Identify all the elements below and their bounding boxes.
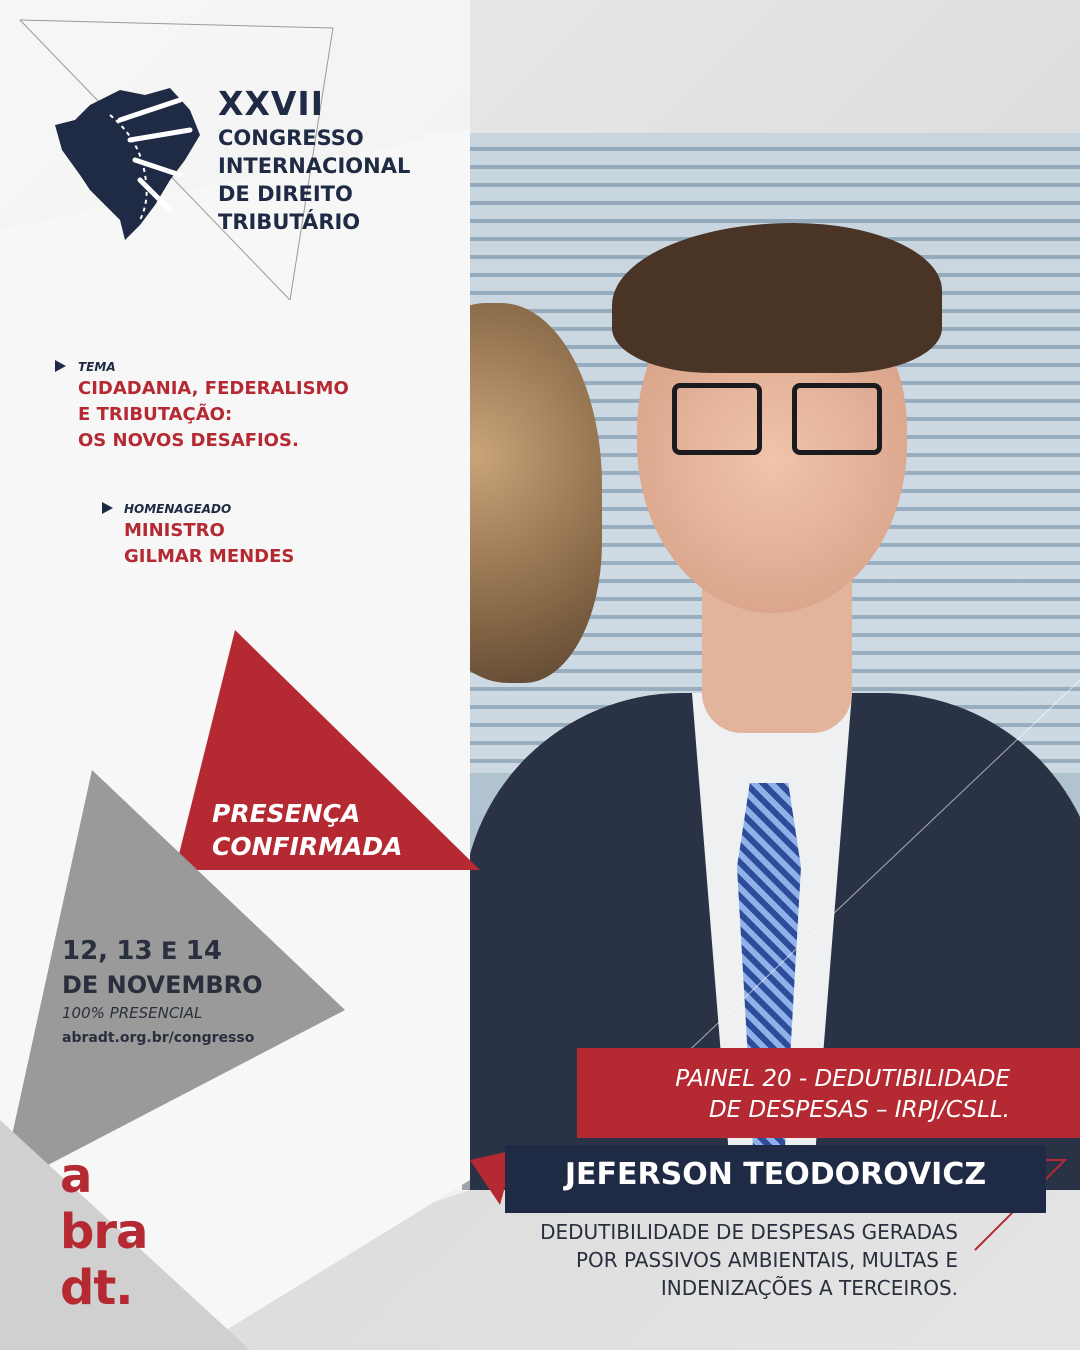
- day-2: 13: [116, 936, 153, 966]
- talk-line: DEDUTIBILIDADE DE DESPESAS GERADAS: [540, 1220, 958, 1244]
- date-days: [62, 934, 263, 1002]
- date-conjunction: E: [160, 937, 178, 965]
- day-3: 14: [185, 936, 222, 966]
- honoree-line: MINISTRO: [124, 520, 225, 541]
- brazil-map-logo: [50, 80, 210, 250]
- honoree-line: GILMAR MENDES: [124, 546, 295, 567]
- presence-confirmed: [212, 797, 402, 863]
- event-format: 100% PRESENCIAL: [62, 1004, 203, 1022]
- speaker-name: JEFERSON TEODOROVICZ: [564, 1157, 987, 1192]
- abradt-logo: [60, 1148, 147, 1316]
- event-name-line: INTERNACIONAL: [218, 154, 411, 178]
- panel-title: [675, 1064, 1010, 1126]
- theme-line: E TRIBUTAÇÃO:: [78, 404, 233, 425]
- panel-line: DE DESPESAS – IRPJ/CSLL.: [708, 1097, 1010, 1123]
- edition-numeral: XXVII: [218, 84, 324, 123]
- logo-line: dt.: [60, 1260, 133, 1316]
- presence-line: PRESENÇA: [212, 799, 361, 828]
- theme-label: TEMA: [78, 360, 116, 374]
- speaker-name-banner: [505, 1145, 1046, 1213]
- presence-line: CONFIRMADA: [212, 832, 403, 861]
- event-name-line: DE DIREITO: [218, 182, 353, 206]
- talk-line: POR PASSIVOS AMBIENTAIS, MULTAS E: [575, 1248, 958, 1272]
- theme-line: CIDADANIA, FEDERALISMO: [78, 378, 349, 399]
- event-name: [218, 124, 458, 236]
- theme-text: [78, 376, 349, 454]
- play-arrow-icon: [55, 360, 66, 372]
- talk-line: INDENIZAÇÕES A TERCEIROS.: [660, 1276, 958, 1300]
- panel-line: PAINEL 20 - DEDUTIBILIDADE: [675, 1066, 1010, 1092]
- honoree-label: HOMENAGEADO: [124, 502, 232, 516]
- date-month: DE NOVEMBRO: [62, 971, 263, 999]
- honoree-text: [124, 518, 294, 570]
- day-1: 12,: [62, 936, 109, 966]
- event-website[interactable]: abradt.org.br/congresso: [62, 1030, 255, 1046]
- play-arrow-icon: [102, 502, 113, 514]
- logo-line: a: [60, 1148, 92, 1204]
- event-name-line: TRIBUTÁRIO: [218, 210, 361, 234]
- event-dates: [62, 934, 263, 1046]
- event-name-line: CONGRESSO: [218, 126, 364, 150]
- panel-banner: [577, 1048, 1080, 1138]
- brazil-map-icon: [50, 80, 210, 250]
- logo-line: bra: [60, 1204, 148, 1260]
- talk-title: [540, 1218, 958, 1302]
- theme-line: OS NOVOS DESAFIOS.: [78, 430, 299, 451]
